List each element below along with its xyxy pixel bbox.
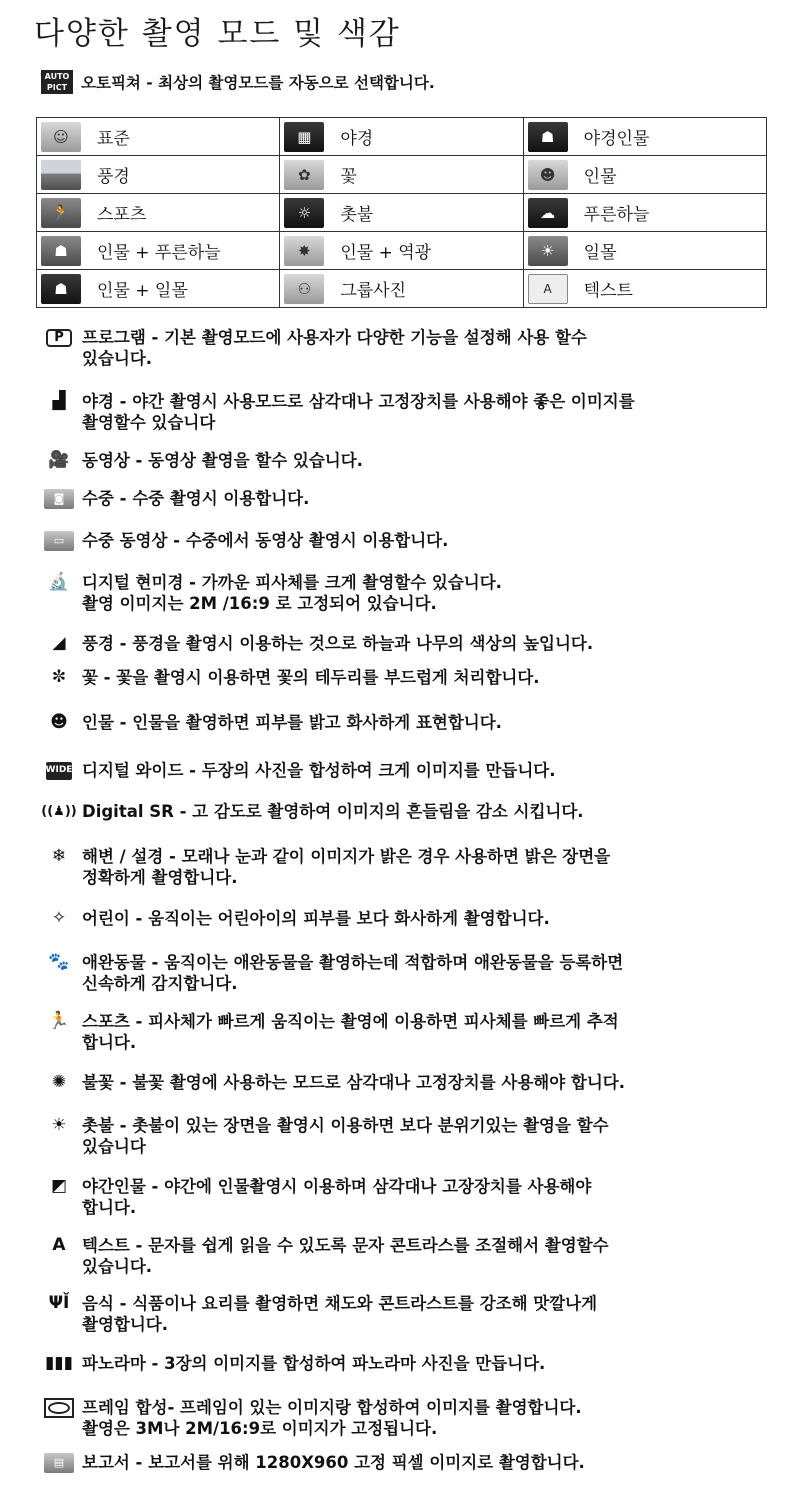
mode-cell	[523, 270, 766, 308]
mode-cell	[37, 118, 280, 156]
mode-label: 인물 + 푸른하늘	[97, 243, 221, 263]
description-line: 합니다.	[82, 1033, 137, 1052]
mode-description	[44, 327, 784, 369]
fireworks-icon: ✺	[51, 1072, 67, 1092]
mode-description	[41, 801, 784, 822]
mode-description	[44, 633, 784, 654]
mode-description	[44, 572, 784, 614]
description-line: 있습니다	[82, 1137, 146, 1156]
mode-label: 야경인물	[583, 129, 650, 149]
mode-description	[44, 1452, 784, 1473]
description-line: 프레임 합성- 프레임이 있는 이미지랑 합성하여 이미지를 촬영합니다.	[82, 1398, 582, 1417]
wide-icon: WIDE	[44, 760, 74, 781]
night-building-icon: ▦	[284, 122, 324, 152]
panorama-icon: ▮▮▮	[44, 1353, 74, 1373]
child-icon: ✧	[51, 908, 67, 928]
mode-description	[44, 1072, 784, 1093]
mode-label: 일몰	[583, 243, 617, 263]
candle-icon: ☀	[51, 1115, 67, 1135]
mode-description	[44, 1011, 784, 1053]
text-icon: A	[52, 1235, 66, 1255]
table-row	[37, 194, 767, 232]
mode-label: 스포츠	[97, 205, 147, 225]
sports-icon: 🏃	[41, 198, 81, 228]
description-line: 인물 - 인물을 촬영하면 피부를 밝고 화사하게 표현합니다.	[82, 713, 502, 732]
sunset-icon: ☀	[528, 236, 568, 266]
pet-icon: 🐾	[48, 952, 70, 972]
mode-label: 인물 + 일몰	[97, 281, 188, 301]
description-line: 촬영은 3M나 2M/16:9로 이미지가 고정됩니다.	[82, 1419, 438, 1438]
description-line: 풍경 - 풍경을 촬영시 이용하는 것으로 하늘과 나무의 색상의 높입니다.	[82, 634, 594, 653]
description-line: 디지털 와이드 - 두장의 사진을 합성하여 크게 이미지를 만듭니다.	[82, 761, 556, 780]
description-line: 수중 동영상 - 수중에서 동영상 촬영시 이용합니다.	[82, 531, 449, 550]
mode-label: 그룹사진	[340, 281, 407, 301]
table-row	[37, 232, 767, 270]
table-row	[37, 156, 767, 194]
frame-icon	[44, 1397, 74, 1418]
description-line: Digital SR - 고 감도로 촬영하여 이미지의 흔들림을 감소 시킵니다.	[82, 802, 584, 821]
description-line: 촬영합니다.	[82, 1315, 168, 1334]
auto-pict-icon	[41, 70, 73, 94]
portrait-icon: ☻	[528, 160, 568, 190]
portrait-sunset-icon: ☗	[41, 274, 81, 304]
description-line: 신속하게 감지합니다.	[82, 974, 238, 993]
description-line: 애완동물 - 움직이는 애완동물을 촬영하는데 적합하며 애완동물을 등록하면	[82, 953, 624, 972]
group-photo-icon: ⚇	[284, 274, 324, 304]
candle-icon: ☼	[284, 198, 324, 228]
description-line: 어린이 - 움직이는 어린아이의 피부를 보다 화사하게 촬영합니다.	[82, 909, 550, 928]
description-line: 프로그램 - 기본 촬영모드에 사용자가 다양한 기능을 설정해 사용 할수	[82, 328, 587, 347]
mode-label: 촛불	[340, 205, 374, 225]
report-icon: ▤	[44, 1452, 74, 1473]
description-line: 보고서 - 보고서를 위해 1280X960 고정 픽셀 이미지로 촬영합니다.	[82, 1453, 585, 1472]
mode-label: 풍경	[97, 167, 130, 187]
movie-icon: 🎥	[48, 450, 70, 470]
description-line: 해변 / 설경 - 모래나 눈과 같이 이미지가 밝은 경우 사용하면 밝은 장면을	[82, 847, 611, 866]
text-icon: A	[528, 274, 568, 304]
description-line: 있습니다.	[82, 1257, 153, 1276]
mode-label: 표준	[97, 129, 130, 149]
mode-description	[44, 908, 784, 929]
description-line: 촬영할수 있습니다	[82, 413, 216, 432]
beach-snow-icon: ❄	[51, 846, 67, 866]
auto-picture-line	[41, 70, 435, 94]
scene-mode-table	[36, 117, 767, 308]
mode-description	[44, 1176, 784, 1218]
microscope-icon: 🔬	[48, 572, 70, 592]
food-icon: ΨǏ	[48, 1293, 70, 1313]
description-line: 야간인물 - 야간에 인물촬영시 이용하며 삼각대나 고장장치를 사용해야	[82, 1177, 592, 1196]
description-line: 촛불 - 촛불이 있는 장면을 촬영시 이용하면 보다 분위기있는 촬영을 할수	[82, 1116, 609, 1135]
mode-label: 푸른하늘	[583, 205, 650, 225]
mode-description	[44, 530, 784, 551]
description-line: 텍스트 - 문자를 쉽게 읽을 수 있도록 문자 콘트라스를 조절해서 촬영할수	[82, 1236, 609, 1255]
table-row	[37, 118, 767, 156]
night-icon: ▟	[52, 391, 66, 411]
mode-cell	[523, 156, 766, 194]
mode-description	[44, 846, 784, 888]
mode-cell	[523, 232, 766, 270]
blue-sky-icon: ☁	[528, 198, 568, 228]
description-line: 있습니다.	[82, 349, 153, 368]
mode-label: 야경	[340, 129, 374, 149]
description-line: 동영상 - 동영상 촬영을 할수 있습니다.	[82, 451, 363, 470]
mode-description	[44, 391, 784, 433]
mode-cell	[280, 156, 523, 194]
auto-badge-top: AUTO	[44, 72, 70, 81]
mode-cell	[523, 194, 766, 232]
sports-icon: 🏃	[48, 1011, 70, 1031]
landscape-icon: ◢	[52, 633, 66, 653]
mode-description	[44, 952, 784, 994]
description-line: 음식 - 식품이나 요리를 촬영하면 채도와 콘트라스트를 강조해 맛깔나게	[82, 1294, 598, 1313]
description-line: 정확하게 촬영합니다.	[82, 868, 238, 887]
mode-description	[44, 1115, 784, 1157]
mode-cell	[37, 194, 280, 232]
underwater-icon: ◙	[44, 488, 74, 509]
auto-face-icon: ☺	[41, 122, 81, 152]
auto-picture-text: 오토픽쳐 - 최상의 촬영모드를 자동으로 선택합니다.	[81, 74, 435, 92]
portrait-icon: ☻	[50, 712, 68, 732]
mode-description	[44, 450, 784, 471]
description-line: 야경 - 야간 촬영시 사용모드로 삼각대나 고정장치를 사용해야 좋은 이미지를	[82, 392, 635, 411]
mode-cell	[37, 270, 280, 308]
mode-cell	[280, 194, 523, 232]
night-portrait-icon: ◩	[50, 1176, 68, 1196]
mode-cell	[37, 232, 280, 270]
mode-description	[44, 1293, 784, 1335]
mode-description	[44, 1397, 784, 1439]
mode-cell	[280, 232, 523, 270]
table-row	[37, 270, 767, 308]
description-line: 파노라마 - 3장의 이미지를 합성하여 파노라마 사진을 만듭니다.	[82, 1354, 546, 1373]
mode-description	[44, 488, 784, 509]
program-icon: P	[44, 327, 74, 348]
night-portrait-icon: ☗	[528, 122, 568, 152]
mode-description	[44, 712, 784, 733]
backlight-icon: ✸	[284, 236, 324, 266]
description-line: 수중 - 수중 촬영시 이용합니다.	[82, 489, 310, 508]
description-line: 불꽃 - 불꽃 촬영에 사용하는 모드로 삼각대나 고정장치를 사용해야 합니다.	[82, 1073, 625, 1092]
mode-description	[44, 667, 784, 688]
description-line: 꽃 - 꽃을 촬영시 이용하면 꽃의 테두리를 부드럽게 처리합니다.	[82, 668, 540, 687]
flower-icon: ✿	[284, 160, 324, 190]
digital-sr-icon: ((♟))	[41, 804, 77, 819]
description-line: 디지털 현미경 - 가까운 피사체를 크게 촬영할수 있습니다.	[82, 573, 502, 592]
mode-cell	[280, 118, 523, 156]
mode-label: 꽃	[340, 167, 357, 187]
description-line: 촬영 이미지는 2M /16:9 로 고정되어 있습니다.	[82, 594, 437, 613]
mode-cell	[280, 270, 523, 308]
landscape-icon	[41, 160, 81, 190]
portrait-sky-icon: ☗	[41, 236, 81, 266]
mode-cell	[523, 118, 766, 156]
flower-icon: ✼	[51, 667, 67, 687]
mode-description	[44, 760, 784, 781]
underwater-movie-icon: ▭	[44, 530, 74, 551]
mode-label: 인물	[583, 167, 617, 187]
description-line: 스포츠 - 피사체가 빠르게 움직이는 촬영에 이용하면 피사체를 빠르게 추적	[82, 1012, 619, 1031]
mode-label: 텍스트	[583, 281, 633, 301]
description-line: 합니다.	[82, 1198, 137, 1217]
mode-label: 인물 + 역광	[340, 243, 432, 263]
mode-description	[44, 1353, 784, 1374]
auto-badge-bottom: PICT	[46, 83, 68, 92]
mode-description	[44, 1235, 784, 1277]
mode-cell	[37, 156, 280, 194]
page-title: 다양한 촬영 모드 및 색감	[34, 16, 401, 52]
